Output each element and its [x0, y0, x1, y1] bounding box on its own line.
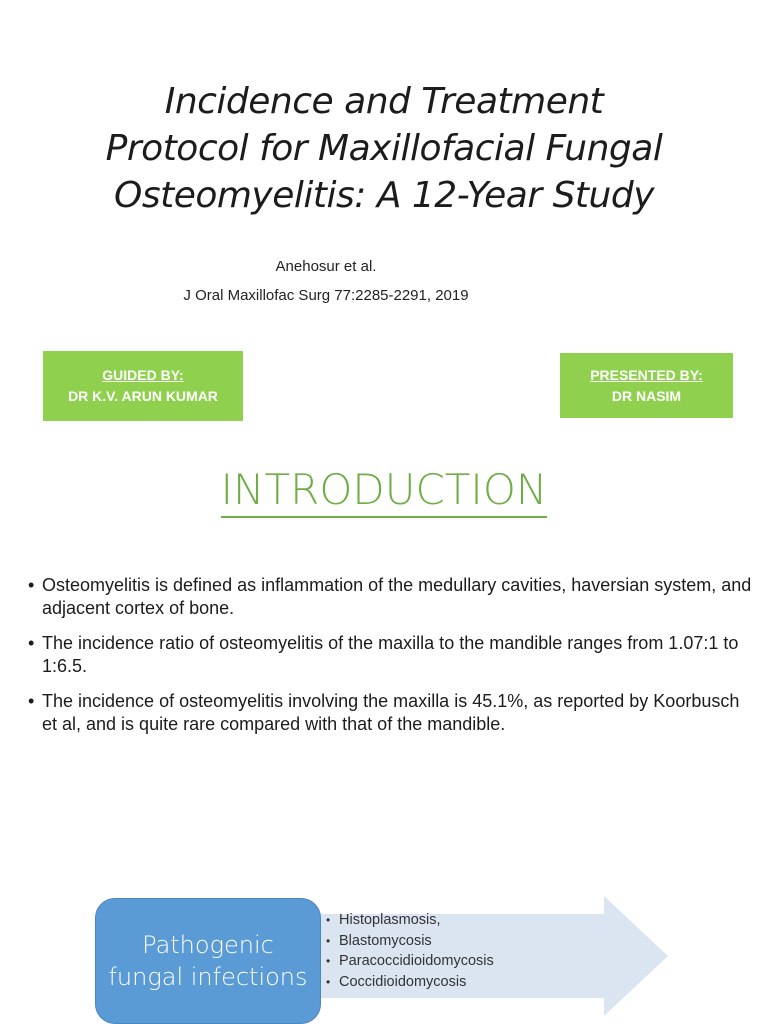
list-item — [326, 972, 494, 993]
fungus-name: Histoplasmosis, — [339, 912, 441, 928]
fungus-name: Paracoccidioidomycosis — [339, 953, 494, 969]
introduction-heading-text: INTRODUCTION — [221, 465, 548, 518]
slide-title — [30, 78, 738, 219]
introduction-heading — [0, 465, 768, 514]
bullet-marker: • — [326, 933, 331, 948]
title-line-1: Incidence and Treatment — [164, 81, 604, 122]
fungus-name: Coccidioidomycosis — [339, 973, 467, 990]
title-line-3: Osteomyelitis: A 12-Year Study — [113, 175, 655, 216]
list-item — [326, 910, 494, 931]
bullet-marker: • — [326, 954, 331, 968]
guided-by-label: GUIDED BY: — [102, 367, 184, 383]
bullet-text: The incidence ratio of osteomyelitis of the maxilla to the mandible ranges from 1.07:1 to 1:6.5. — [42, 633, 739, 676]
introduction-bullets — [28, 574, 753, 748]
fungus-name: Blastomycosis — [339, 932, 432, 949]
guided-by-name: DR K.V. ARUN KUMAR — [68, 388, 218, 404]
fungal-infection-list — [326, 910, 494, 992]
bullet-text: The incidence of osteomyelitis involving the maxilla is 45.1%, as reported by Koorbusch et al, and is quite rare compared with that of the mandible. — [42, 691, 740, 734]
bullet-marker: • — [28, 575, 35, 595]
bullet-marker: • — [28, 691, 35, 711]
presented-by-box — [560, 353, 733, 418]
list-item — [326, 951, 494, 972]
bullet-item — [28, 574, 753, 620]
fungal-infections-diagram — [0, 890, 768, 1024]
bullet-marker: • — [326, 913, 331, 927]
authors: Anehosur et al. — [275, 258, 377, 275]
bullet-marker: • — [326, 974, 331, 989]
bullet-item — [28, 632, 753, 678]
bullet-text: Osteomyelitis is defined as inflammation of the medullary cavities, haversian system, and adjacent cortex of bone. — [42, 575, 752, 618]
journal-citation: J Oral Maxillofac Surg 77:2285-2291, 2019 — [183, 287, 469, 304]
bullet-marker: • — [28, 633, 35, 653]
list-item — [326, 931, 494, 952]
title-line-2: Protocol for Maxillofacial Fungal — [105, 128, 663, 169]
bullet-item — [28, 690, 753, 736]
pathogenic-fungal-infections-box: Pathogenic fungal infections — [95, 898, 321, 1024]
presented-by-name: DR NASIM — [611, 387, 682, 404]
guided-by-box — [43, 351, 243, 421]
presented-by-label: PRESENTED BY: — [590, 366, 703, 383]
